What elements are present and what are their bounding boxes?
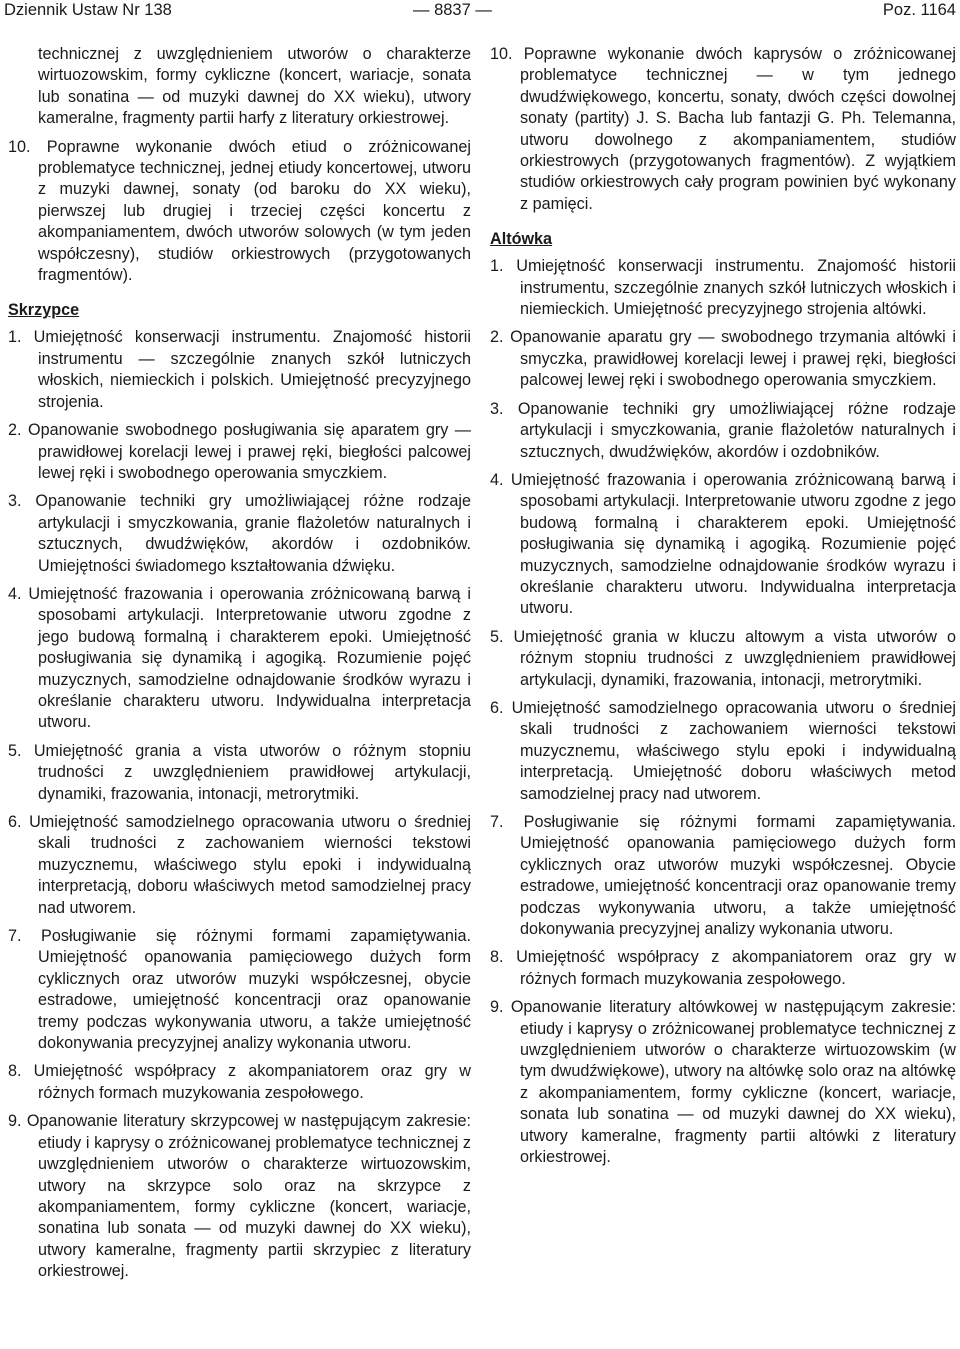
- altowka-item-1: 1. Umiejętność konserwacji instrumentu. Znajomość historii instrumentu, szczególnie znanych szkół lutniczych włoskich i niemieckich. Umiejętność precyzyjnego strojenia altówki.: [490, 257, 956, 319]
- skrzypce-item-6: 6. Umiejętność samodzielnego opracowania utworu o średniej skali trudności z zachowaniem wierności tekstowi muzycznemu, właściwego stylu epoki i indywidualną interpretacją, doboru właściwych metod samodzielnej pracy nad utworem.: [8, 813, 471, 917]
- skrzypce-item-2: 2. Opanowanie swobodnego posługiwania się aparatem gry — prawidłowej korelacji lewej i prawej ręki, biegłości palcowej lewej ręki i swobodnego operowania smyczkiem.: [8, 421, 471, 482]
- right-column: [490, 44, 956, 1176]
- skrzypce-item-9: 9. Opanowanie literatury skrzypcowej w następującym zakresie: etiudy i kaprysy o zróżnicowanej problematyce technicznej z uwzględnieniem utworów o charakterze wirtuozowskim, utwory na skrzypce solo oraz na skrzypce z akompaniamentem, formy cykliczne (koncert, wariacje, sonatina lub sonata — od muzyki dawnej do XX wieku), utwory kameralne, fragmenty partii skrzypiec z literatury orkiestrowej.: [8, 1112, 471, 1281]
- altowka-item-4: 4. Umiejętność frazowania i operowania zróżnicowaną barwą i sposobami artykulacji. Interpretowanie utworu zgodne z jego budową formalną i charakterem epoki. Umiejętność posługiwania się dynamiką i agogiką. Rozumienie pojęć muzycznych, samodzielne odnajdowanie środków wyrazu i określanie charakteru utworu. Indywidualna interpretacja utworu.: [490, 470, 956, 618]
- skrzypce-item-8: 8. Umiejętność współpracy z akompaniatorem oraz gry w różnych formach muzykowania zespołowego.: [8, 1062, 471, 1102]
- section-heading-skrzypce: Skrzypce: [8, 301, 80, 320]
- section-heading-altowka: Altówka: [490, 230, 553, 249]
- position-number: Poz. 1164: [882, 1, 956, 19]
- skrzypce-item-5: 5. Umiejętność grania a vista utworów o różnym stopniu trudności z uwzględnieniem prawidłowej artykulacji, dynamiki, frazowania, intonacji, metrorytmiki.: [8, 741, 471, 803]
- left-column: [8, 44, 471, 1290]
- page-number: — 8837 —: [413, 1, 492, 19]
- altowka-item-5: 5. Umiejętność grania w kluczu altowym a vista utworów o różnym stopniu trudności z uwzględnieniem prawidłowej artykulacji, dynamiki, frazowania, intonacji, metrorytmiki.: [490, 627, 956, 689]
- intro-continuation: technicznej z uwzględnieniem utworów o charakterze wirtuozowskim, formy cykliczne (koncert, wariacje, sonata lub sonatina — od muzyki dawnej do XX wieku), utwory kameralne, fragmenty partii harfy z literatury orkiestrowej.: [38, 45, 471, 128]
- altowka-item-7: 7. Posługiwanie się różnymi formami zapamiętywania. Umiejętność opanowania pamięciowego dużych form cyklicznych oraz utworów muzyki współczesnej. Obycie estradowe, umiejętność koncentracji oraz opanowanie tremy podczas wykonywania utworu, a także umiejętność dokonywania precyzyjnej analizy wykonania utworu.: [490, 813, 956, 939]
- skrzypce-item-3: 3. Opanowanie techniki gry umożliwiającej różne rodzaje artykulacji i smyczkowania, granie flażoletów naturalnych i sztucznych, dwudźwięków, akordów i ozdobników. Umiejętności świadomego kształtowania dźwięku.: [8, 492, 471, 575]
- left-item-10: 10. Poprawne wykonanie dwóch etiud o zróżnicowanej problematyce technicznej, jednej etiudy koncertowej, utworu z muzyki dawnej, sonaty (od baroku do XX wieku), pierwszej lub drugiej i trzeciej części koncertu z akompaniamentem, dwóch utworów solowych (w tym jeden współczesny), studiów orkiestrowych (przygotowanych fragmentów).: [8, 137, 471, 285]
- altowka-item-2: 2. Opanowanie aparatu gry — swobodnego trzymania altówki i smyczka, prawidłowej korelacji lewej i prawej ręki, biegłości palcowej lewej ręki i swobodnego operowania smyczkiem.: [490, 328, 956, 390]
- altowka-item-9: 9. Opanowanie literatury altówkowej w następującym zakresie: etiudy i kaprysy o zróżnicowanej problematyce technicznej z uwzględnieniem utworów o charakterze wirtuozowskim (w tym dwudźwiękowe), utwory na altówkę solo oraz na altówkę z akompaniamentem, formy cykliczne (koncert, wariacje, sonata lub sonatina — od muzyki dawnej do XX wieku), utwory kameralne, fragmenty partii altówki z literatury orkiestrowej.: [490, 998, 956, 1167]
- right-item-10: 10. Poprawne wykonanie dwóch kaprysów o zróżnicowanej problematyce technicznej — w tym jednego dwudźwiękowego, koncertu, sonaty, dwóch części dowolnej sonaty (partity) J. S. Bacha lub fantazji G. Ph. Telemanna, utworu dowolnego z akompaniamentem, studiów orkiestrowych (przygotowanych fragmentów). Z wyjątkiem studiów orkiestrowych cały program powinien być wykonany z pamięci.: [490, 45, 956, 213]
- journal-title: Dziennik Ustaw Nr 138: [4, 1, 172, 19]
- skrzypce-item-1: 1. Umiejętność konserwacji instrumentu. Znajomość historii instrumentu — szczególnie znanych szkół lutniczych włoskich, niemieckich i polskich. Umiejętność precyzyjnego strojenia.: [8, 328, 471, 411]
- skrzypce-item-4: 4. Umiejętność frazowania i operowania zróżnicowaną barwą i sposobami artykulacji. Interpretowanie utworu zgodne z jego budową formalną i charakterem epoki. Umiejętność posługiwania się dynamiką i agogiką. Rozumienie pojęć muzycznych, samodzielne odnajdowanie środków wyrazu i określanie charakteru utworu. Indywidualna interpretacja utworu.: [8, 584, 471, 732]
- skrzypce-item-7: 7. Posługiwanie się różnymi formami zapamiętywania. Umiejętność opanowania pamięciowego dużych form cyklicznych oraz utworów muzyki współczesnej, obycie estradowe, umiejętność koncentracji oraz opanowanie tremy podczas wykonywania utworu, a także umiejętność dokonywania precyzyjnej analizy wykonania utworu.: [8, 927, 471, 1053]
- page-header: [0, 0, 960, 24]
- altowka-item-6: 6. Umiejętność samodzielnego opracowania utworu o średniej skali trudności z zachowaniem wierności tekstowi muzycznemu, właściwego stylu epoki i indywidualną interpretacją. Umiejętność doboru właściwych metod samodzielnej pracy nad utworem.: [490, 698, 956, 803]
- altowka-item-8: 8. Umiejętność współpracy z akompaniatorem oraz gry w różnych formach muzykowania zespołowego.: [490, 948, 956, 988]
- altowka-item-3: 3. Opanowanie techniki gry umożliwiającej różne rodzaje artykulacji i smyczkowania, granie flażoletów naturalnych i sztucznych, dwudźwięków, akordów i ozdobników.: [490, 399, 956, 461]
